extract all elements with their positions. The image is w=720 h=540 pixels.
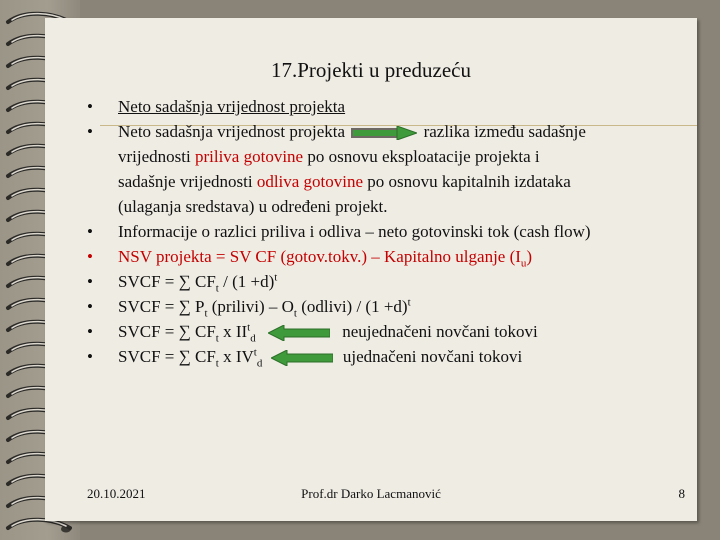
formula-text: / (1 +d) (218, 272, 275, 291)
bullet-text: Neto sadašnja vrijednost projekta (118, 122, 346, 141)
subscript: u (520, 257, 527, 270)
cashflow-type-label: neujednačeni novčani tokovi (342, 322, 538, 341)
bullet-dot: • (87, 222, 93, 241)
formula-text: x IV (218, 347, 254, 366)
subscript: t (293, 307, 297, 320)
bullet-text: po osnovu eksploatacije projekta i (303, 147, 540, 166)
bullet-dot: • (87, 297, 93, 316)
subscript: d (250, 332, 256, 345)
superscript: t (274, 271, 278, 284)
bullet-item (87, 244, 687, 269)
bullet-text: sadašnje vrijednosti (118, 172, 257, 191)
bullet-item (87, 294, 687, 319)
page-number: 8 (678, 486, 685, 501)
formula-text: x II (218, 322, 248, 341)
bullet-dot: • (87, 122, 93, 141)
bullet-item (87, 269, 687, 294)
formula-text: SVCF = ∑ P (118, 297, 205, 316)
slide-title: 17.Projekti u preduzeću (270, 58, 472, 82)
superscript: t (407, 296, 411, 309)
bullet-list (87, 94, 687, 369)
arrow-right-icon (349, 126, 419, 140)
bullet-text: Informacije o razlici priliva i odliva – neto gotovinski tok (cash flow) (118, 222, 591, 241)
bullet-dot: • (87, 322, 93, 341)
subscript: t (215, 332, 219, 345)
bullet-dot: • (87, 347, 93, 366)
formula-text: SVCF = ∑ CF (118, 322, 216, 341)
formula-text: SVCF = ∑ CF (118, 272, 216, 291)
arrow-left-icon (268, 325, 334, 341)
bullet-dot: • (87, 272, 93, 291)
footer-date: 20.10.2021 (87, 486, 146, 501)
bullet-text: Neto sadašnja vrijednost projekta (118, 97, 346, 116)
bullet-text: vrijednosti (118, 147, 195, 166)
bullet-item (87, 319, 687, 344)
cashflow-type-label: ujednačeni novčani tokovi (342, 347, 523, 366)
highlight-priliva: priliva gotovine (194, 147, 304, 166)
arrow-left-icon (271, 350, 335, 366)
bullet-text: ) (526, 247, 533, 266)
bullet-text: (ulaganja sredstava) u određeni projekt. (118, 197, 388, 216)
formula-text: (odlivi) / (1 +d) (296, 297, 408, 316)
superscript: t (253, 346, 257, 359)
bullet-item (87, 219, 687, 244)
bullet-dot: • (87, 247, 93, 266)
highlight-odliva: odliva gotovine (256, 172, 364, 191)
binding-ring (8, 520, 71, 533)
bullet-text: razlika između sadašnje (423, 122, 586, 141)
footer-author: Prof.dr Darko Lacmanović (301, 486, 441, 501)
bullet-item (87, 344, 687, 369)
formula-text: (prilivi) – O (207, 297, 294, 316)
slide-page (45, 18, 697, 521)
subscript: t (215, 282, 219, 295)
bullet-item (87, 119, 687, 219)
subscript: t (215, 357, 219, 370)
superscript: t (247, 321, 251, 334)
subscript: t (204, 307, 208, 320)
subscript: d (256, 357, 263, 370)
bullet-text: NSV projekta = SV CF (gotov.tokv.) – Kapitalno ulganje (I (118, 247, 521, 266)
bullet-dot: • (87, 97, 93, 116)
formula-text: SVCF = ∑ CF (118, 347, 216, 366)
bullet-text: po osnovu kapitalnih izdataka (363, 172, 571, 191)
bullet-item (87, 94, 687, 119)
